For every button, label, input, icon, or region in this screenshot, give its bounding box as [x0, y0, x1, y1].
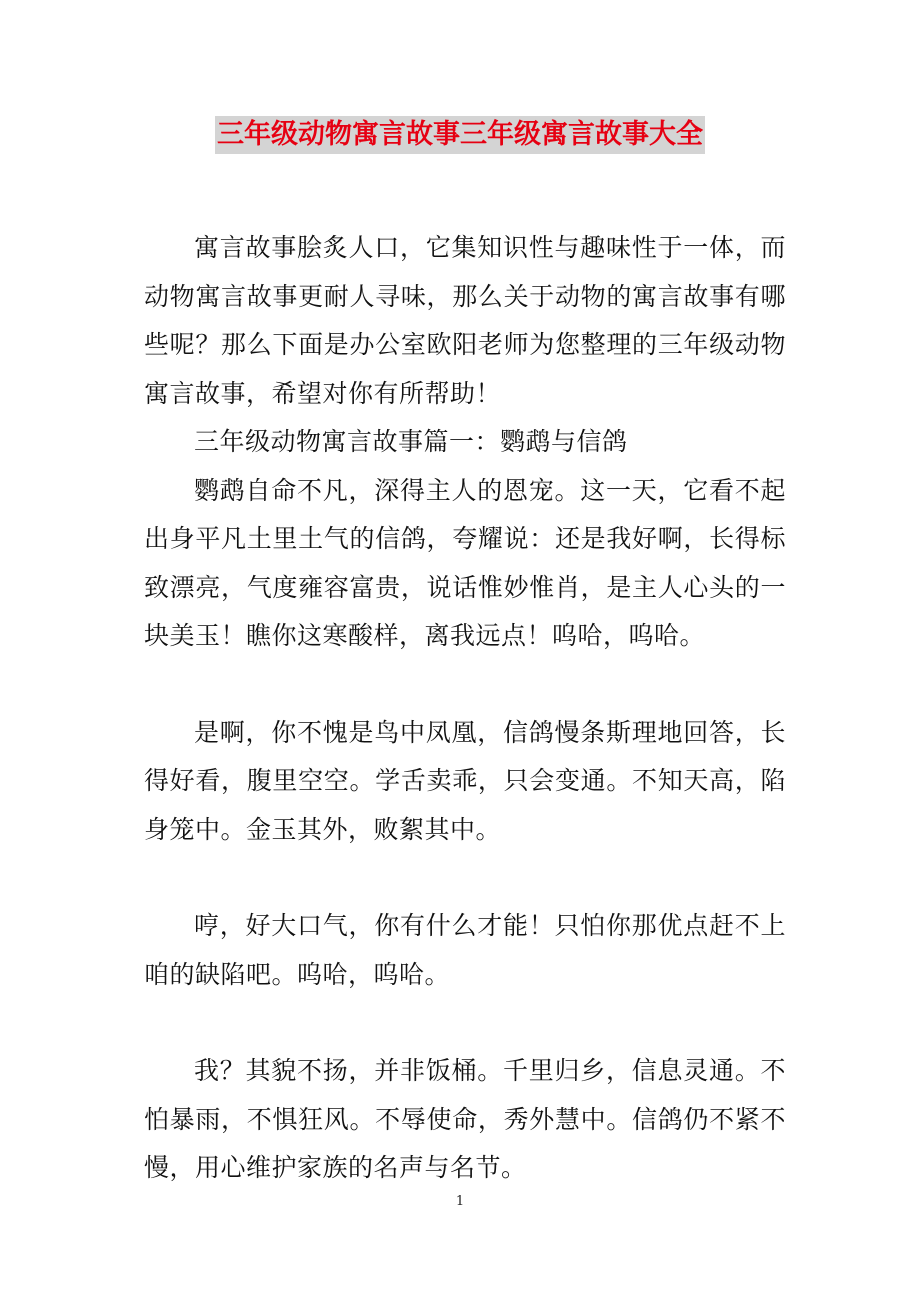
page-number: 1	[455, 1194, 465, 1209]
document-body	[144, 224, 786, 1193]
document-title: 三年级动物寓言故事三年级寓言故事大全	[215, 116, 705, 154]
title-container	[0, 116, 920, 154]
paragraph-spacer	[144, 661, 786, 709]
paragraph-spacer	[144, 999, 786, 1047]
intro-paragraph: 寓言故事脍炙人口，它集知识性与趣味性于一体，而动物寓言故事更耐人寻味，那么关于动物的寓言故事有哪些呢？那么下面是办公室欧阳老师为您整理的三年级动物寓言故事，希望对你有所帮助！	[144, 233, 786, 408]
section-heading: 三年级动物寓言故事篇一：鹦鹉与信鸽	[194, 427, 628, 456]
story-paragraph: 鹦鹉自命不凡，深得主人的恩宠。这一天，它看不起出身平凡土里土气的信鸽，夸耀说：还是我好啊，长得标致漂亮，气度雍容富贵，说话惟妙惟肖，是主人心头的一块美玉！瞧你这寒酸样，离我远点！呜哈，呜哈。	[144, 475, 786, 650]
story-paragraph: 是啊，你不愧是鸟中凤凰，信鸽慢条斯理地回答，长得好看，腹里空空。学舌卖乖，只会变通。不知天高，陷身笼中。金玉其外，败絮其中。	[144, 717, 786, 844]
paragraph-spacer	[144, 854, 786, 902]
story-paragraph: 哼，好大口气，你有什么才能！只怕你那优点赶不上咱的缺陷吧。呜哈，呜哈。	[144, 911, 786, 989]
story-paragraph: 我？其貌不扬，并非饭桶。千里归乡，信息灵通。不怕暴雨，不惧狂风。不辱使命，秀外慧中。信鸽仍不紧不慢，用心维护家族的名声与名节。	[144, 1056, 786, 1182]
